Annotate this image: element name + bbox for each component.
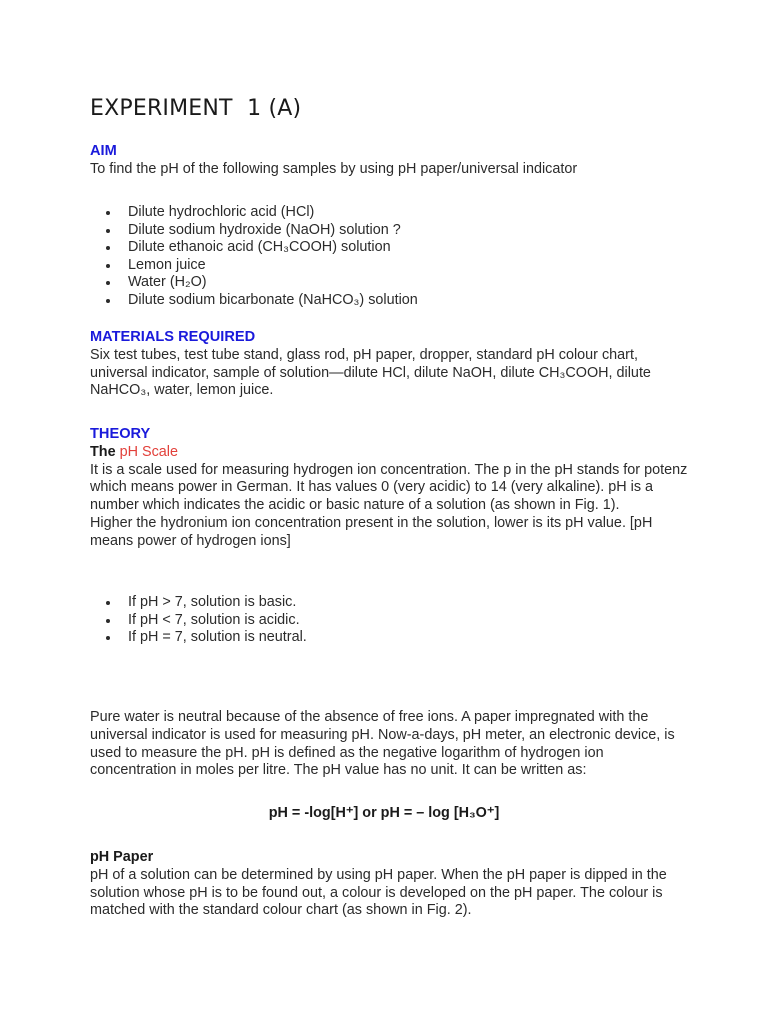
samples-list (90, 204, 690, 310)
aim-heading: AIM (90, 143, 117, 159)
theory-paragraph-1: It is a scale used for measuring hydrogen ion concentration. The p in the pH stands for potenz which means power in German. It has values 0 (very acidic) to 14 (very alkaline). pH is a number which indicates the acidic or basic nature of a solution (as shown in Fig. 1). (90, 461, 688, 514)
list-item: If pH = 7, solution is neutral. (90, 629, 690, 647)
theory-section (90, 426, 690, 551)
ph-rules-section (90, 594, 690, 647)
ph-paper-heading: pH Paper (90, 849, 154, 865)
page-title: EXPERIMENT 1 (A) (90, 96, 302, 121)
subheading-highlight: pH Scale (119, 443, 178, 460)
samples-list-section (90, 204, 690, 310)
list-item: If pH > 7, solution is basic. (90, 594, 690, 612)
theory-heading: THEORY (90, 426, 151, 442)
list-item: Dilute sodium hydroxide (NaOH) solution ? (90, 222, 690, 240)
list-item: Dilute sodium bicarbonate (NaHCO₃) solution (90, 292, 690, 310)
materials-text: Six test tubes, test tube stand, glass rod, pH paper, dropper, standard pH colour chart, universal indicator, sample of solution—dilute HCl, dilute NaOH, dilute CH₃COOH, dilute NaHCO₃, water, lemon juice. (90, 346, 651, 399)
list-item: Lemon juice (90, 257, 690, 275)
materials-section (90, 329, 690, 400)
ph-paper-section (90, 849, 690, 920)
theory-paragraph-3-section (90, 709, 690, 780)
theory-paragraph-3: Pure water is neutral because of the absence of free ions. A paper impregnated with the universal indicator is used for measuring pH. Now-a-days, pH meter, an electronic device, is used to measure the pH. pH is defined as the negative logarithm of hydrogen ion concentration in moles per litre. The pH value has no unit. It can be written as: (90, 709, 675, 779)
list-item: Dilute ethanoic acid (CH₃COOH) solution (90, 239, 690, 257)
aim-text: To find the pH of the following samples by using pH paper/universal indicator (90, 160, 578, 177)
aim-section (90, 143, 690, 179)
ph-rules-list (90, 594, 690, 647)
subheading-prefix: The (90, 443, 120, 460)
materials-heading: MATERIALS REQUIRED (90, 329, 256, 345)
ph-paper-text: pH of a solution can be determined by using pH paper. When the pH paper is dipped in the solution whose pH is to be found out, a colour is developed on the pH paper. The colour is matched with the standard colour chart (as shown in Fig. 2). (90, 866, 667, 919)
list-item: Dilute hydrochloric acid (HCl) (90, 204, 690, 222)
list-item: If pH < 7, solution is acidic. (90, 612, 690, 630)
theory-paragraph-2: Higher the hydronium ion concentration present in the solution, lower is its pH value. [pH means power of hydrogen ions] (90, 514, 653, 549)
ph-scale-subheading (90, 444, 690, 462)
list-item: Water (H₂O) (90, 274, 690, 292)
ph-formula: pH = -log[H⁺] or pH = – log [H₃O⁺] (268, 805, 500, 821)
